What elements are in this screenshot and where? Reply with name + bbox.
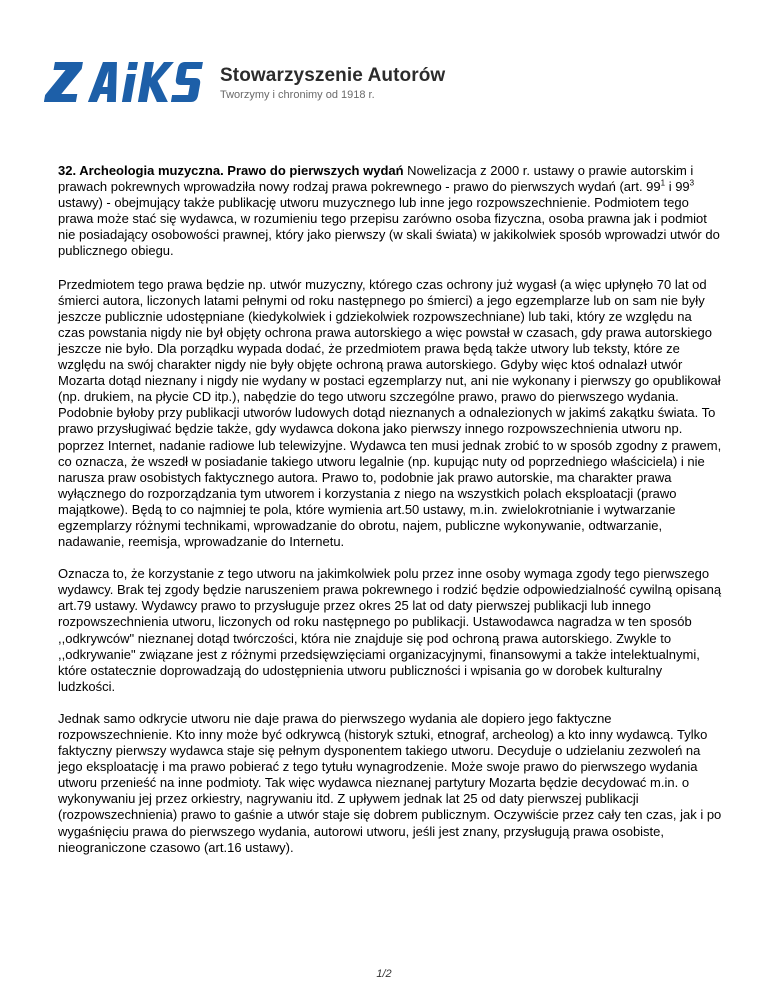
- article-body: [58, 163, 722, 872]
- page-header: [44, 56, 724, 112]
- intro-text-b: i 99: [665, 179, 690, 195]
- brand-title: Stowarzyszenie Autorów: [220, 65, 446, 86]
- paragraph-4: Jednak samo odkrycie utworu nie daje prawa do pierwszego wydania ale dopiero jego faktyczne rozpowszechnienie. Kto inny może być odkrywcą (historyk sztuki, etnograf, archeolog) a kto inny wydawcą. Tylko faktyczny pierwszy wydawca staje się pełnym dysponentem takiego utworu. Decyduje o udzielaniu zezwoleń na jego eksploatację i ma prawo pobierać z tego tytułu wynagrodzenie. Może swoje prawo do pierwszego wydania utworu przenieść na inne podmioty. Tak więc wydawca nieznanej partytury Mozarta będzie decydować m.in. o wykonywaniu jej przez orkiestry, nagrywaniu itd. Z upływem jednak lat 25 od daty pierwszej publikacji (rozpowszechnienia) prawo to gaśnie a utwór staje się dobrem publicznym. Oczywiście przez cały ten czas, jak i po wygaśnięciu prawa do pierwszego wydania, autorowi utworu, jeśli jest znany, przysługują prawa osobiste, nieograniczone czasowo (art.16 ustawy).: [58, 710, 722, 855]
- zaiks-logo: [44, 56, 204, 108]
- intro-text-a: Nowelizacja z 2000 r. ustawy o prawie autorskim i prawach pokrewnych wprowadziła nowy rodzaj prawa pokrewnego - prawo do pierwszych wydań (art. 99: [58, 163, 694, 195]
- brand-subtitle: Tworzymy i chronimy od 1918 r.: [220, 89, 375, 101]
- article-intro-paragraph: [58, 163, 722, 260]
- paragraph-3: Oznacza to, że korzystanie z tego utworu na jakimkolwiek polu przez inne osoby wymaga zgody tego pierwszego wydawcy. Brak tej zgody będzie naruszeniem prawa pokrewnego i rodzić będzie odpowiedzialność cywilną opisaną art.79 ustawy. Wydawcy prawo to przysługuje przez okres 25 lat od daty pierwszej publikacji lub innego rozpowszechnienia utworu, liczonych od roku następnego po publikacji. Ustawodawca nagradza w ten sposób ,,odkrywców" nieznanej dotąd twórczości, która nie znajduje się pod ochroną prawa autorskiego. Zwykle to ,,odkrywanie" związane jest z różnymi przedsięwzięciami organizacyjnymi, finansowymi a także intelektualnymi, które ostatecznie doprowadzają do udostępnienia utworu publiczności i wpisania go w dorobek kulturalny ludzkości.: [58, 566, 722, 694]
- intro-text-c: ustawy) - obejmujący także publikację utworu muzycznego lub inne jego rozpowszechnienie. Podmiotem tego prawa może stać się wydawca, w rozumieniu tego przepisu zarówno osoba fizyczna, osoba prawna jak i podmiot nie posiadający osobowości prawnej, który jako pierwszy (w skali świata) w jakikolwiek sposób wprowadzi utwór do publicznego obiegu.: [58, 195, 720, 259]
- paragraph-2: Przedmiotem tego prawa będzie np. utwór muzyczny, którego czas ochrony już wygasł (a więc upłynęło 70 lat od śmierci autora, liczonych latami pełnymi od roku następnego po śmierci) a jego egzemplarze lub on sam nie były jeszcze publicznie udostępniane (kiedykolwiek i gdziekolwiek rozpowszechniane) lub taki, który ze względu na czas powstania nigdy nie był objęty ochrona prawa autorskiego a więc powstał w czasach, gdy prawa autorskiego jeszcze nie było. Dla porządku wypada dodać, że przedmiotem prawa będą także utwory lub teksty, które ze względu na swój charakter nigdy nie były objęte ochroną prawa autorskiego. Gdyby więc ktoś odnalazł utwór Mozarta dotąd nieznany i nigdy nie wydany w postaci egzemplarzy nut, ani nie wykonany i pierwszy go opublikował (np. drukiem, na płycie CD itp.), nabędzie do tego utworu szczególne prawo, prawo do pierwszego wydania. Podobnie byłoby przy publikacji utworów ludowych dotąd nieznanych a odnalezionych w jakimś zakątku świata. To prawo przysługiwać będzie także, gdy wydawca dokona jako pierwszy innego rozpowszechnienia utworu np. poprzez Internet, nadanie radiowe lub telewizyjne. Wydawca ten musi jednak zrobić to w sposób zgodny z prawem, co oznacza, że wszedł w posiadanie takiego utworu legalnie (np. kupując nuty od poprzedniego właściciela) i nie narusza praw osobistych faktycznego autora. Prawo to, podobnie jak prawo autorskie, ma charakter prawa wyłącznego do rozporządzania tym utworem i korzystania z niego na wszystkich polach eksploatacji (prawo majątkowe). Będą to co najmniej te pola, które wymienia art.50 ustawy, m.in. zwielokrotnianie i wytwarzanie egzemplarzy różnymi technikami, wprowadzanie do obrotu, najem, publiczne wykonywanie, odtwarzanie, nadawanie, reemisja, wprowadzanie do Internetu.: [58, 276, 722, 550]
- page-number: 1/2: [376, 968, 392, 980]
- intro-sup-3: 3: [689, 178, 695, 188]
- intro-sup-1: 1: [660, 178, 666, 188]
- article-title: 32. Archeologia muzyczna. Prawo do pierwszych wydań: [58, 163, 404, 178]
